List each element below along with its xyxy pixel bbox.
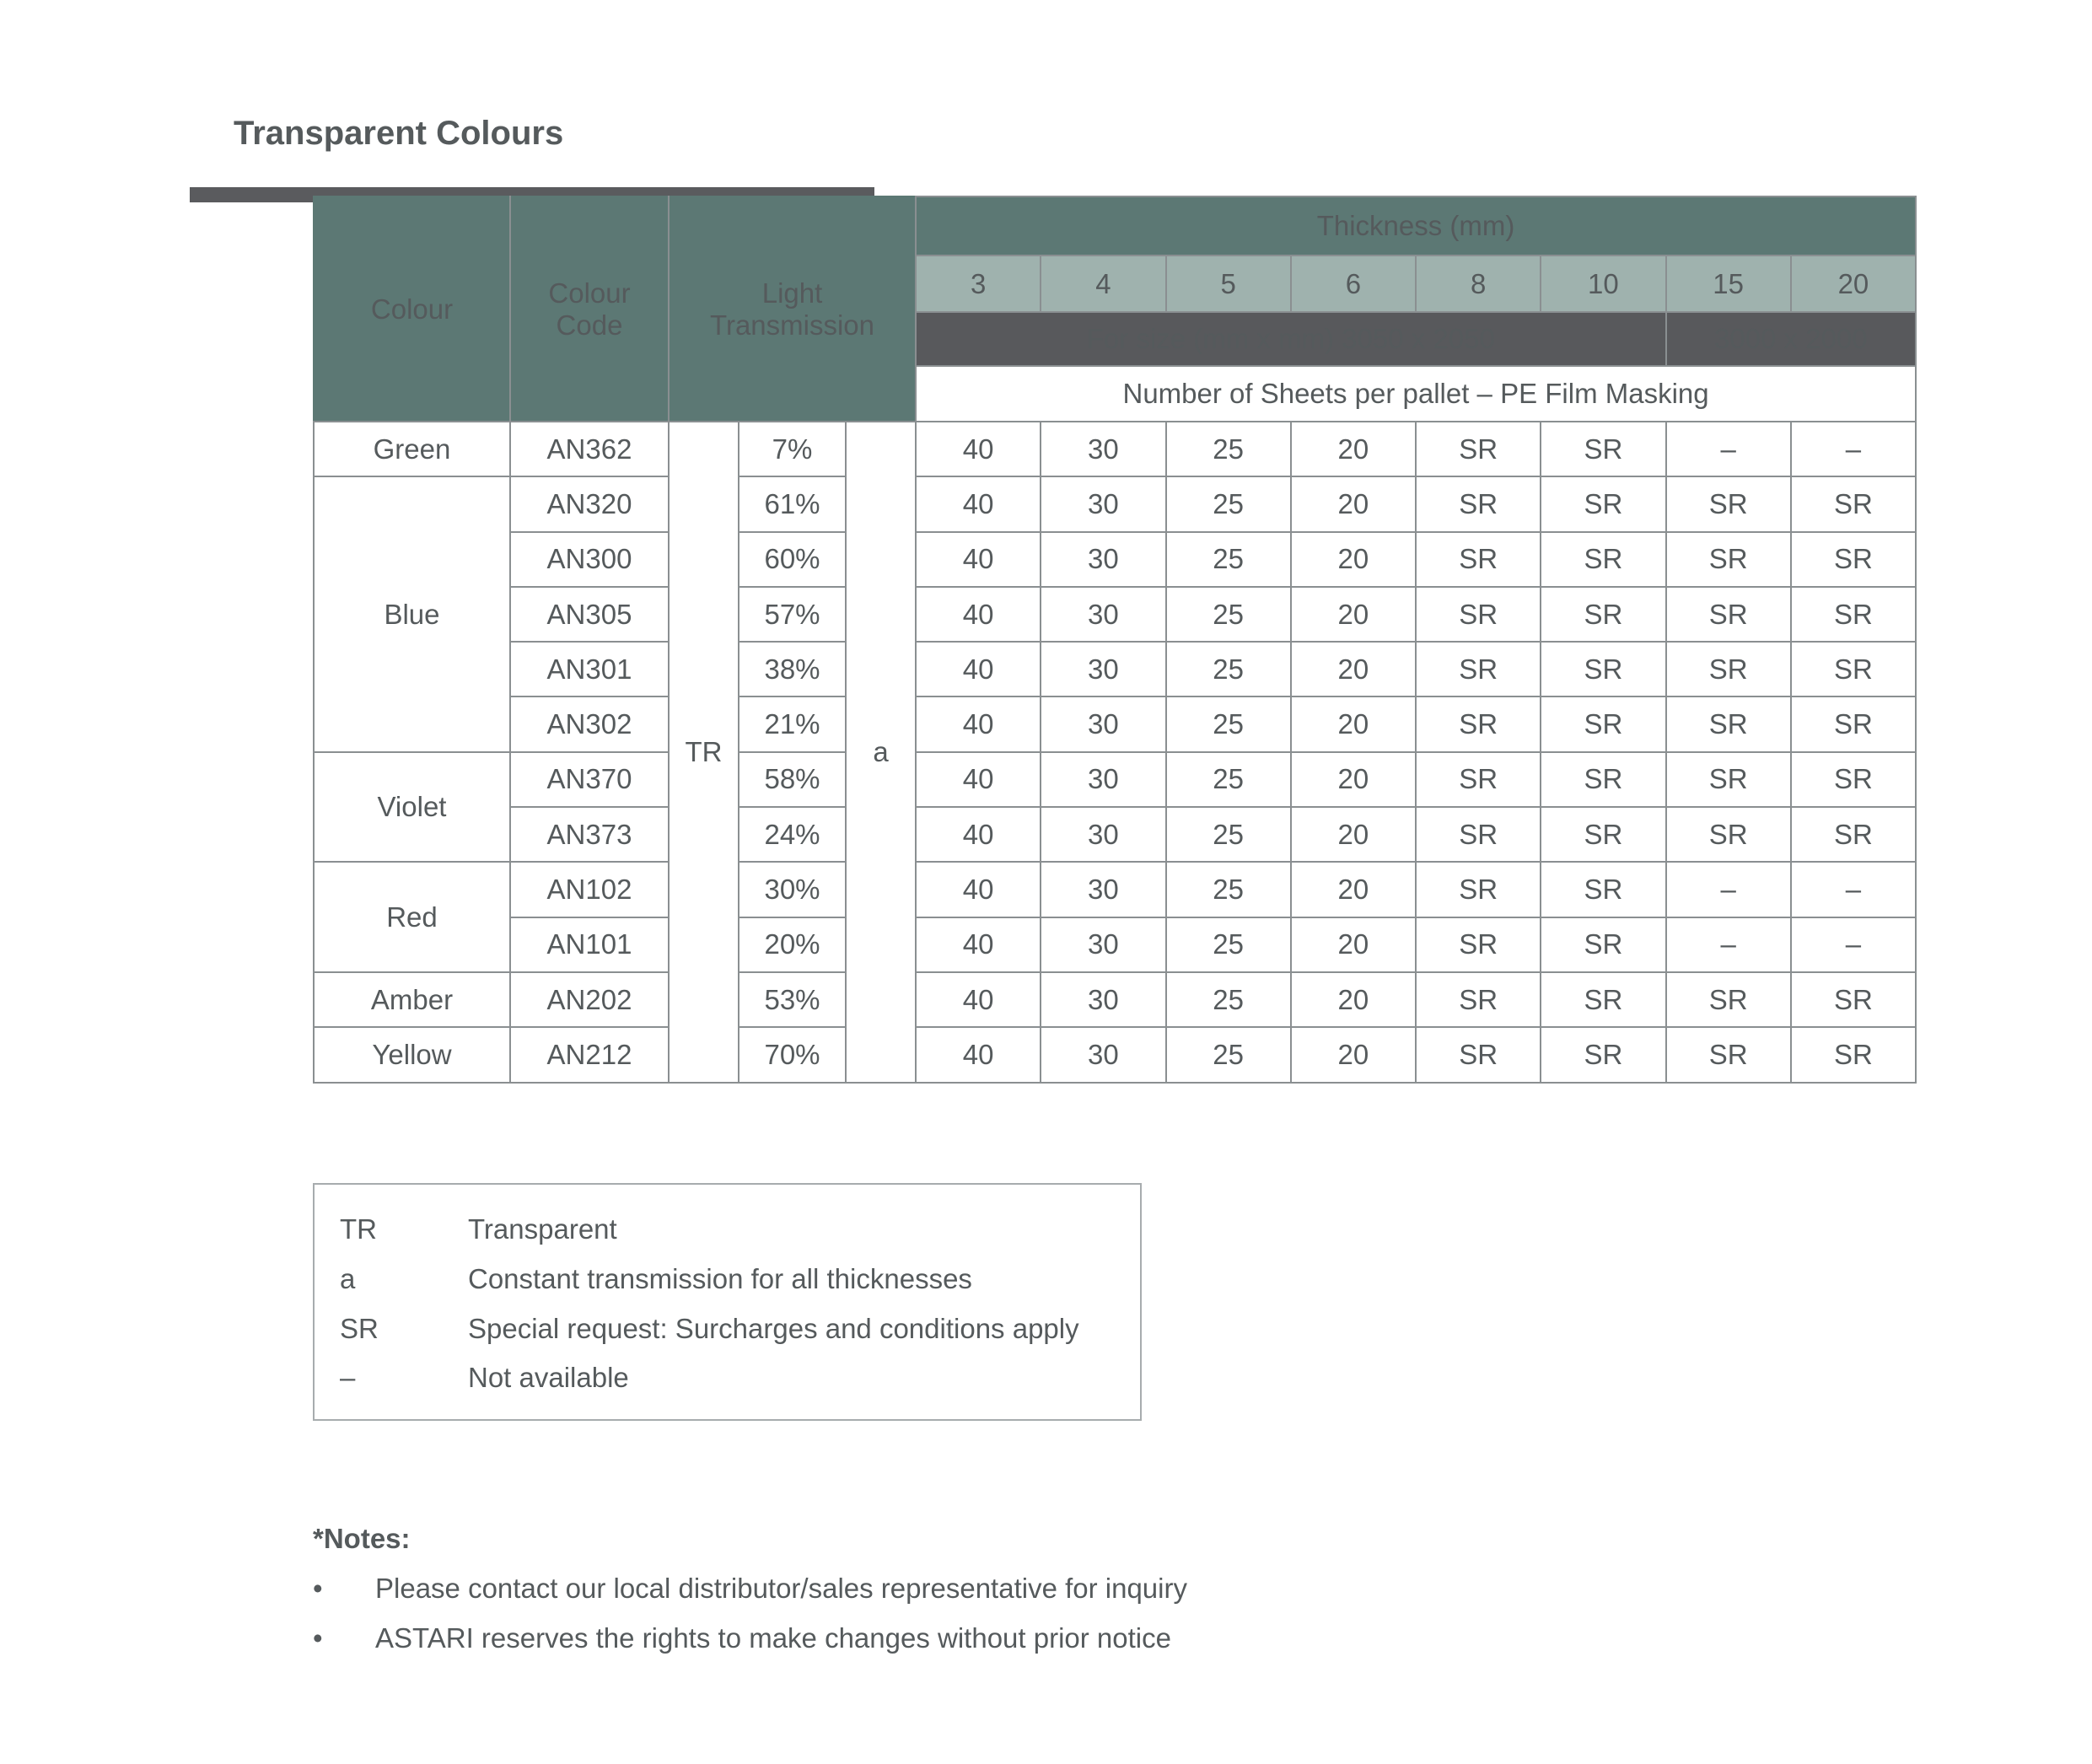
sheets-value-cell: 40: [916, 587, 1041, 642]
header-thickness-10: 10: [1541, 255, 1665, 312]
sheets-value-cell: SR: [1541, 476, 1665, 531]
sheets-value-cell: 25: [1166, 642, 1291, 696]
legend-key: a: [340, 1263, 356, 1294]
sheets-value-cell: SR: [1791, 642, 1916, 696]
sheets-value-cell: SR: [1666, 752, 1791, 807]
table-row: [314, 476, 1916, 531]
spec-table: [313, 196, 1917, 1084]
sheets-value-cell: 25: [1166, 1027, 1291, 1082]
light-transmission-cell: 7%: [739, 422, 846, 476]
table-row: [314, 917, 1916, 972]
colour-code-cell: AN370: [510, 752, 669, 807]
type-mark-cell: TR: [669, 422, 739, 1083]
sheets-value-cell: 30: [1041, 752, 1165, 807]
sheets-value-cell: SR: [1791, 1027, 1916, 1082]
sheets-value-cell: –: [1791, 422, 1916, 476]
colour-code-cell: AN362: [510, 422, 669, 476]
sheets-value-cell: 30: [1041, 917, 1165, 972]
sheets-value-cell: 20: [1291, 862, 1416, 917]
sheets-value-cell: 25: [1166, 532, 1291, 587]
light-transmission-cell: 24%: [739, 807, 846, 862]
sheets-value-cell: 30: [1041, 422, 1165, 476]
colour-code-cell: AN300: [510, 532, 669, 587]
sheets-value-cell: 20: [1291, 752, 1416, 807]
header-size-a: For size (mm x mm) 3050 x 2050: [916, 312, 1666, 366]
note-item: [313, 1622, 1171, 1654]
colour-cell: Violet: [314, 752, 510, 863]
header-light-line1: Light: [761, 277, 823, 309]
sheets-value-cell: 20: [1291, 587, 1416, 642]
sheets-value-cell: SR: [1541, 532, 1665, 587]
note-text: Please contact our local distributor/sales representative for inquiry: [375, 1573, 1187, 1604]
light-transmission-cell: 70%: [739, 1027, 846, 1082]
sheets-value-cell: 25: [1166, 972, 1291, 1027]
sheets-value-cell: 25: [1166, 476, 1291, 531]
table-row: [314, 752, 1916, 807]
sheets-value-cell: SR: [1416, 642, 1541, 696]
table-row: [314, 532, 1916, 587]
legend-key: –: [340, 1362, 356, 1393]
sheets-value-cell: 20: [1291, 422, 1416, 476]
sheets-value-cell: SR: [1666, 696, 1791, 751]
sheets-value-cell: SR: [1666, 532, 1791, 587]
sheets-value-cell: 20: [1291, 807, 1416, 862]
sheets-value-cell: SR: [1416, 917, 1541, 972]
page-title: Transparent Colours: [234, 115, 564, 152]
table-row: [314, 696, 1916, 751]
header-size-b: 3000 x 2000: [1666, 312, 1917, 366]
sheets-value-cell: SR: [1541, 917, 1665, 972]
legend-box: [313, 1183, 1142, 1421]
sheets-value-cell: 20: [1291, 917, 1416, 972]
sheets-value-cell: 25: [1166, 862, 1291, 917]
header-thickness: Thickness (mm): [916, 196, 1916, 255]
sheets-value-cell: 20: [1291, 1027, 1416, 1082]
light-transmission-cell: 38%: [739, 642, 846, 696]
header-thickness-8: 8: [1416, 255, 1541, 312]
sheets-value-cell: –: [1791, 917, 1916, 972]
colour-code-cell: AN320: [510, 476, 669, 531]
header-light-transmission: [669, 196, 916, 422]
sheets-value-cell: 40: [916, 972, 1041, 1027]
sheets-value-cell: 20: [1291, 532, 1416, 587]
header-thickness-3: 3: [916, 255, 1041, 312]
sheets-value-cell: SR: [1791, 476, 1916, 531]
header-thickness-4: 4: [1041, 255, 1165, 312]
sheets-value-cell: SR: [1416, 422, 1541, 476]
legend-desc: Constant transmission for all thicknesses: [468, 1263, 972, 1294]
sheets-value-cell: 25: [1166, 422, 1291, 476]
sheets-value-cell: SR: [1666, 476, 1791, 531]
sheets-value-cell: SR: [1541, 1027, 1665, 1082]
sheets-value-cell: SR: [1666, 972, 1791, 1027]
constant-mark-cell: a: [846, 422, 916, 1083]
header-thickness-6: 6: [1291, 255, 1416, 312]
colour-cell: Amber: [314, 972, 510, 1027]
header-colour-code-line2: Code: [556, 309, 623, 341]
light-transmission-cell: 60%: [739, 532, 846, 587]
colour-code-cell: AN301: [510, 642, 669, 696]
legend-item: [340, 1362, 629, 1394]
header-thickness-15: 15: [1666, 255, 1791, 312]
sheets-value-cell: 30: [1041, 532, 1165, 587]
light-transmission-cell: 30%: [739, 862, 846, 917]
sheets-value-cell: SR: [1666, 807, 1791, 862]
colour-code-cell: AN373: [510, 807, 669, 862]
sheets-value-cell: –: [1666, 422, 1791, 476]
colour-cell: Red: [314, 862, 510, 972]
sheets-value-cell: 40: [916, 642, 1041, 696]
colour-code-cell: AN302: [510, 696, 669, 751]
colour-code-cell: AN305: [510, 587, 669, 642]
sheets-value-cell: 30: [1041, 1027, 1165, 1082]
colour-cell: Green: [314, 422, 510, 476]
legend-desc: Special request: Surcharges and conditions apply: [468, 1313, 1079, 1344]
sheets-value-cell: SR: [1541, 972, 1665, 1027]
sheets-value-cell: SR: [1416, 532, 1541, 587]
sheets-value-cell: 40: [916, 422, 1041, 476]
sheets-value-cell: 40: [916, 476, 1041, 531]
sheets-value-cell: SR: [1791, 587, 1916, 642]
sheets-value-cell: SR: [1666, 642, 1791, 696]
sheets-value-cell: SR: [1541, 587, 1665, 642]
colour-code-cell: AN102: [510, 862, 669, 917]
light-transmission-cell: 58%: [739, 752, 846, 807]
light-transmission-cell: 21%: [739, 696, 846, 751]
sheets-value-cell: SR: [1416, 696, 1541, 751]
sheets-value-cell: SR: [1541, 696, 1665, 751]
legend-desc: Not available: [468, 1362, 629, 1393]
header-colour: Colour: [314, 196, 510, 422]
table-row: [314, 587, 1916, 642]
colour-code-cell: AN101: [510, 917, 669, 972]
table-row: [314, 807, 1916, 862]
sheets-value-cell: –: [1791, 862, 1916, 917]
sheets-value-cell: SR: [1791, 972, 1916, 1027]
legend-desc: Transparent: [468, 1213, 617, 1245]
sheets-value-cell: SR: [1541, 752, 1665, 807]
sheets-value-cell: 40: [916, 862, 1041, 917]
sheets-value-cell: 30: [1041, 807, 1165, 862]
legend-item: [340, 1313, 1079, 1345]
sheets-value-cell: 30: [1041, 476, 1165, 531]
sheets-value-cell: 30: [1041, 862, 1165, 917]
sheets-value-cell: SR: [1791, 807, 1916, 862]
sheets-value-cell: 20: [1291, 696, 1416, 751]
note-text: ASTARI reserves the rights to make changes without prior notice: [375, 1622, 1171, 1654]
light-transmission-cell: 20%: [739, 917, 846, 972]
sheets-value-cell: 40: [916, 1027, 1041, 1082]
sheets-value-cell: –: [1666, 862, 1791, 917]
sheets-value-cell: 30: [1041, 696, 1165, 751]
sheets-value-cell: SR: [1416, 476, 1541, 531]
sheets-value-cell: SR: [1416, 972, 1541, 1027]
sheets-value-cell: SR: [1416, 807, 1541, 862]
table-row: [314, 422, 1916, 476]
table-row: [314, 642, 1916, 696]
header-colour-code-line1: Colour: [548, 277, 631, 309]
sheets-value-cell: SR: [1541, 862, 1665, 917]
sheets-value-cell: 30: [1041, 972, 1165, 1027]
sheets-value-cell: SR: [1416, 862, 1541, 917]
sheets-value-cell: 20: [1291, 972, 1416, 1027]
sheets-value-cell: 25: [1166, 917, 1291, 972]
sheets-value-cell: 25: [1166, 807, 1291, 862]
sheets-value-cell: –: [1666, 917, 1791, 972]
sheets-value-cell: 40: [916, 696, 1041, 751]
sheets-value-cell: SR: [1416, 1027, 1541, 1082]
sheets-value-cell: 20: [1291, 476, 1416, 531]
sheets-value-cell: 25: [1166, 752, 1291, 807]
table-row: [314, 972, 1916, 1027]
table-row: [314, 1027, 1916, 1082]
header-thickness-20: 20: [1791, 255, 1916, 312]
sheets-value-cell: SR: [1416, 752, 1541, 807]
sheets-value-cell: 40: [916, 807, 1041, 862]
sheets-value-cell: SR: [1416, 587, 1541, 642]
bullet: •: [313, 1573, 323, 1604]
sheets-value-cell: 40: [916, 752, 1041, 807]
sheets-value-cell: SR: [1541, 642, 1665, 696]
colour-code-cell: AN202: [510, 972, 669, 1027]
header-thickness-5: 5: [1166, 255, 1291, 312]
notes-title: *Notes:: [313, 1523, 411, 1554]
sheets-value-cell: SR: [1791, 752, 1916, 807]
sheets-value-cell: 20: [1291, 642, 1416, 696]
sheets-value-cell: SR: [1666, 587, 1791, 642]
legend-key: TR: [340, 1213, 377, 1245]
light-transmission-cell: 57%: [739, 587, 846, 642]
light-transmission-cell: 53%: [739, 972, 846, 1027]
note-item: [313, 1573, 1187, 1605]
header-colour-code: [510, 196, 669, 422]
table-row: [314, 862, 1916, 917]
light-transmission-cell: 61%: [739, 476, 846, 531]
legend-key: SR: [340, 1313, 379, 1344]
sheets-value-cell: SR: [1541, 807, 1665, 862]
header-sheets-per-pallet: Number of Sheets per pallet – PE Film Masking: [916, 366, 1916, 422]
sheets-value-cell: 25: [1166, 696, 1291, 751]
sheets-value-cell: SR: [1791, 696, 1916, 751]
colour-cell: Blue: [314, 476, 510, 751]
legend-item: [340, 1213, 617, 1245]
sheets-value-cell: SR: [1666, 1027, 1791, 1082]
colour-cell: Yellow: [314, 1027, 510, 1082]
header-light-line2: Transmission: [710, 309, 875, 341]
legend-item: [340, 1263, 972, 1295]
bullet: •: [313, 1622, 323, 1654]
sheets-value-cell: 25: [1166, 587, 1291, 642]
sheets-value-cell: 30: [1041, 587, 1165, 642]
sheets-value-cell: SR: [1541, 422, 1665, 476]
sheets-value-cell: 40: [916, 917, 1041, 972]
colour-code-cell: AN212: [510, 1027, 669, 1082]
sheets-value-cell: 40: [916, 532, 1041, 587]
sheets-value-cell: 30: [1041, 642, 1165, 696]
sheets-value-cell: SR: [1791, 532, 1916, 587]
